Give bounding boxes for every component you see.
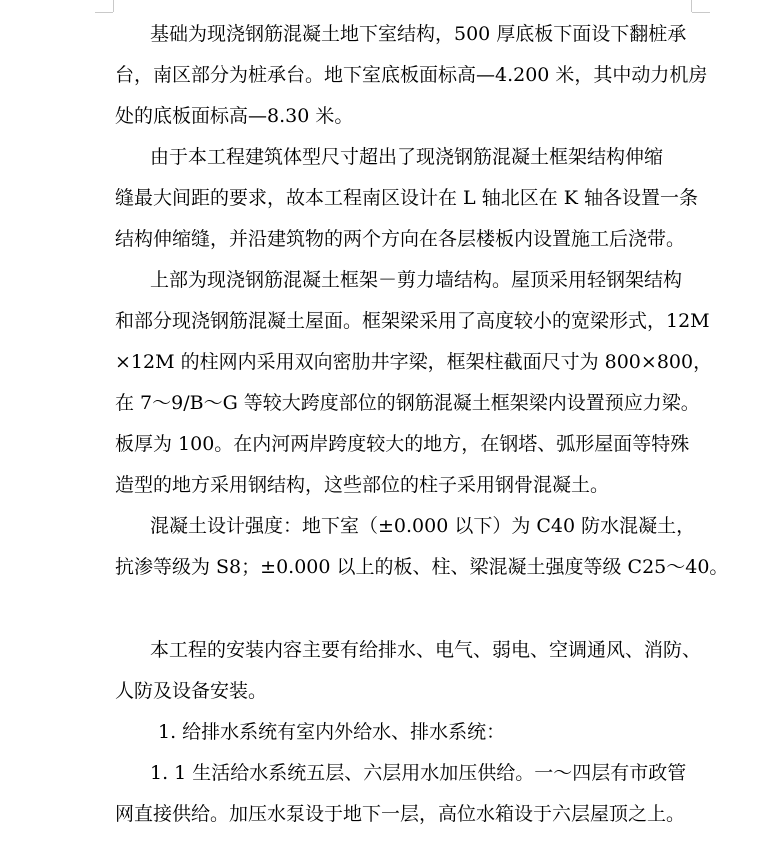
paragraph-line: 人防及设备安装。 bbox=[115, 680, 268, 702]
paragraph-line: 处的底板面标高—8.30 米。 bbox=[115, 105, 354, 127]
paragraph-line: 在 7～9/B～G 等较大跨度部位的钢筋混凝土框架梁内设置预应力梁。 bbox=[115, 392, 700, 414]
paragraph-line: 板厚为 100。在内河两岸跨度较大的地方，在钢塔、弧形屋面等特殊 bbox=[115, 433, 690, 455]
paragraph-line: 台，南区部分为桩承台。地下室底板面标高—4.200 米，其中动力机房 bbox=[115, 64, 708, 86]
paragraph-line: 抗渗等级为 S8；±0.000 以上的板、柱、梁混凝土强度等级 C25～40。 bbox=[115, 556, 729, 578]
paragraph-line: 混凝土设计强度：地下室（±0.000 以下）为 C40 防水混凝土， bbox=[150, 515, 696, 537]
paragraph-line: 结构伸缩缝，并沿建筑物的两个方向在各层楼板内设置施工后浇带。 bbox=[115, 228, 686, 250]
paragraph-line: 本工程的安装内容主要有给排水、电气、弱电、空调通风、消防、 bbox=[150, 639, 702, 661]
section-heading: 1. 给排水系统有室内外给水、排水系统： bbox=[158, 721, 506, 743]
paragraph-line: 网直接供给。加压水泵设于地下一层，高位水箱设于六层屋顶之上。 bbox=[115, 803, 686, 825]
paragraph-line: 造型的地方采用钢结构，这些部位的柱子采用钢骨混凝土。 bbox=[115, 474, 610, 496]
paragraph-line: ×12M 的柱网内采用双向密肋井字梁，框架柱截面尺寸为 800×800， bbox=[115, 351, 713, 373]
paragraph-line: 缝最大间距的要求，故本工程南区设计在 L 轴北区在 K 轴各设置一条 bbox=[115, 187, 698, 209]
paragraph-line: 和部分现浇钢筋混凝土屋面。框架梁采用了高度较小的宽梁形式，12M bbox=[115, 310, 710, 332]
paragraph-line: 1. 1 生活给水系统五层、六层用水加压供给。一～四层有市政管 bbox=[150, 762, 687, 784]
crop-mark-top-left bbox=[113, 0, 114, 12]
crop-mark-top-right bbox=[692, 12, 710, 13]
crop-mark-top-left bbox=[95, 12, 113, 13]
crop-mark-top-right bbox=[691, 0, 692, 12]
paragraph-line: 由于本工程建筑体型尺寸超出了现浇钢筋混凝土框架结构伸缩 bbox=[150, 146, 664, 168]
paragraph-line: 基础为现浇钢筋混凝土地下室结构，500 厚底板下面设下翻桩承 bbox=[150, 23, 687, 45]
paragraph-line: 上部为现浇钢筋混凝土框架－剪力墙结构。屋顶采用轻钢架结构 bbox=[150, 269, 683, 291]
